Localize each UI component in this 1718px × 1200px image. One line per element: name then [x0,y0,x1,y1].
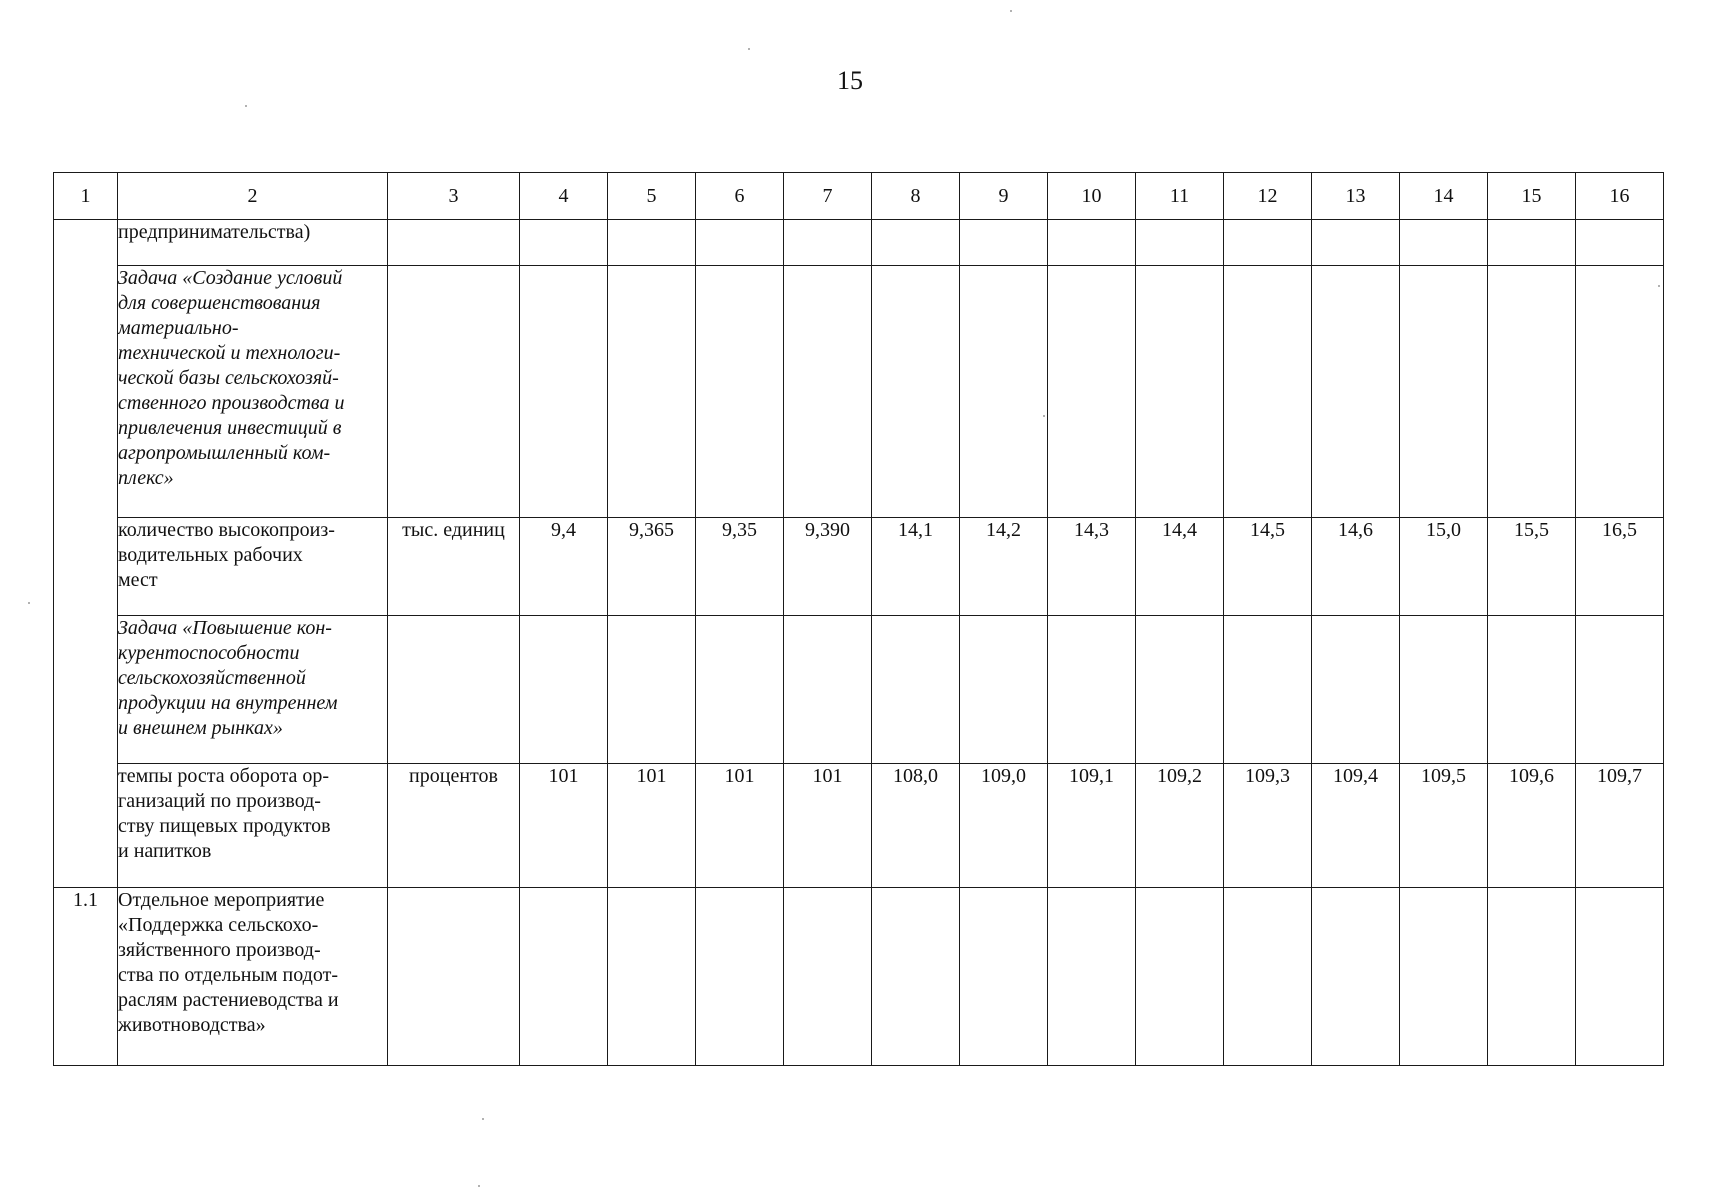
name-line: ческой базы сельскохозяй- [118,367,339,389]
value-cell [1048,220,1136,266]
value-cell: 14,2 [960,518,1048,616]
column-header: 14 [1400,173,1488,220]
table-row [54,220,1664,266]
column-header: 11 [1136,173,1224,220]
column-header: 2 [118,173,388,220]
name-line: ства по отдельным подот- [118,964,338,986]
value-cell [608,888,696,1066]
column-header: 5 [608,173,696,220]
value-cell: 15,5 [1488,518,1576,616]
value-cell [1312,616,1400,764]
name-line: курентоспособности [118,642,300,664]
value-cell [1048,266,1136,518]
value-cell: 9,35 [696,518,784,616]
name-line: водительных рабочих [118,544,303,566]
value-cell: 9,4 [520,518,608,616]
column-header: 8 [872,173,960,220]
name-line: ству пищевых продуктов [118,815,331,837]
value-cell [696,616,784,764]
value-cell: 9,365 [608,518,696,616]
value-cell: 108,0 [872,764,960,888]
column-header: 7 [784,173,872,220]
name-line: продукции на внутреннем [118,692,338,714]
value-cell: 9,390 [784,518,872,616]
value-cell [696,266,784,518]
value-cell [784,888,872,1066]
name-line: «Поддержка сельскохо- [118,914,319,936]
indicator-name-cell [118,266,388,518]
value-cell [784,266,872,518]
value-cell [1048,888,1136,1066]
unit-cell [388,888,520,1066]
column-header: 13 [1312,173,1400,220]
scan-speck [748,48,750,50]
indicator-name-cell [118,616,388,764]
value-cell [1224,266,1312,518]
name-line: Отдельное мероприятие [118,889,325,911]
table-header [54,173,1664,220]
value-cell [1400,616,1488,764]
value-cell [1400,888,1488,1066]
indicator-name-cell [118,764,388,888]
value-cell [696,888,784,1066]
value-cell [960,220,1048,266]
column-header: 9 [960,173,1048,220]
value-cell [1224,616,1312,764]
name-line: сельскохозяйственной [118,667,306,689]
value-cell [1312,888,1400,1066]
value-cell [520,266,608,518]
name-line: для совершенствования [118,292,321,314]
name-line: плекс» [118,467,174,489]
value-cell [1576,888,1664,1066]
unit-cell [388,220,520,266]
value-cell: 109,1 [1048,764,1136,888]
value-cell: 109,3 [1224,764,1312,888]
unit-cell: тыс. единиц [388,518,520,616]
header-row [54,173,1664,220]
value-cell [520,888,608,1066]
value-cell [1576,220,1664,266]
name-line: количество высокопроиз- [118,519,335,541]
value-cell [1488,220,1576,266]
row-number-cell [54,220,118,888]
name-line: материально- [118,317,239,339]
value-cell [1048,616,1136,764]
unit-cell [388,616,520,764]
name-line: животноводства» [118,1014,266,1036]
scan-speck [245,105,247,107]
value-cell: 109,2 [1136,764,1224,888]
scan-speck [28,602,30,604]
value-cell: 109,5 [1400,764,1488,888]
value-cell [520,220,608,266]
value-cell [608,616,696,764]
value-cell [696,220,784,266]
indicator-name-cell [118,220,388,266]
value-cell [1224,220,1312,266]
table-row [54,266,1664,518]
value-cell [784,220,872,266]
row-number-cell: 1.1 [54,888,118,1066]
value-cell [1488,266,1576,518]
value-cell: 14,5 [1224,518,1312,616]
value-cell [520,616,608,764]
name-line: темпы роста оборота ор- [118,765,330,787]
name-line: агропромышленный ком- [118,442,331,464]
value-cell: 14,3 [1048,518,1136,616]
value-cell: 15,0 [1400,518,1488,616]
value-cell [608,266,696,518]
scan-speck [1010,10,1012,12]
event-name-cell [118,888,388,1066]
name-line: ганизаций по производ- [118,790,321,812]
value-cell: 109,4 [1312,764,1400,888]
value-cell: 109,0 [960,764,1048,888]
value-cell [608,220,696,266]
table-row [54,616,1664,764]
name-line: технической и технологи- [118,342,341,364]
value-cell [1576,616,1664,764]
scan-speck [478,1185,480,1187]
scan-speck [1043,415,1045,417]
event-row [54,888,1664,1066]
column-header: 12 [1224,173,1312,220]
name-line: Задача «Повышение кон- [118,617,332,639]
unit-cell: процентов [388,764,520,888]
table-body [54,220,1664,1066]
value-cell [960,616,1048,764]
indicators-table [53,172,1664,1066]
value-cell: 101 [784,764,872,888]
name-line: и внешнем рынках» [118,717,283,739]
value-cell [1576,266,1664,518]
value-cell: 109,7 [1576,764,1664,888]
table-row [54,518,1664,616]
column-header: 16 [1576,173,1664,220]
value-cell [1488,888,1576,1066]
value-cell: 14,6 [1312,518,1400,616]
value-cell: 101 [608,764,696,888]
value-cell: 16,5 [1576,518,1664,616]
value-cell [1136,220,1224,266]
value-cell [784,616,872,764]
indicator-name-cell [118,518,388,616]
name-line: раслям растениеводства и [118,989,339,1011]
value-cell [1136,888,1224,1066]
value-cell [1136,616,1224,764]
column-header: 10 [1048,173,1136,220]
value-cell [872,888,960,1066]
value-cell [872,220,960,266]
value-cell: 101 [520,764,608,888]
name-line: предпринимательства) [118,221,311,243]
column-header: 3 [388,173,520,220]
name-line: мест [118,569,158,591]
scan-speck [1658,285,1660,287]
value-cell [1136,266,1224,518]
value-cell [960,888,1048,1066]
value-cell [960,266,1048,518]
value-cell: 14,1 [872,518,960,616]
column-header: 6 [696,173,784,220]
unit-cell [388,266,520,518]
column-header: 15 [1488,173,1576,220]
value-cell [1400,220,1488,266]
value-cell [1312,220,1400,266]
value-cell: 14,4 [1136,518,1224,616]
value-cell [872,616,960,764]
page-number: 15 [837,66,863,95]
column-header: 1 [54,173,118,220]
name-line: Задача «Создание условий [118,267,343,289]
value-cell: 101 [696,764,784,888]
value-cell [1488,616,1576,764]
name-line: ственного производства и [118,392,345,414]
value-cell [1400,266,1488,518]
column-header: 4 [520,173,608,220]
name-line: привлечения инвестиций в [118,417,342,439]
name-line: и напитков [118,840,212,862]
scan-speck [482,1118,484,1120]
table-row [54,764,1664,888]
value-cell [1312,266,1400,518]
value-cell [1224,888,1312,1066]
value-cell [872,266,960,518]
name-line: зяйственного производ- [118,939,321,961]
value-cell: 109,6 [1488,764,1576,888]
